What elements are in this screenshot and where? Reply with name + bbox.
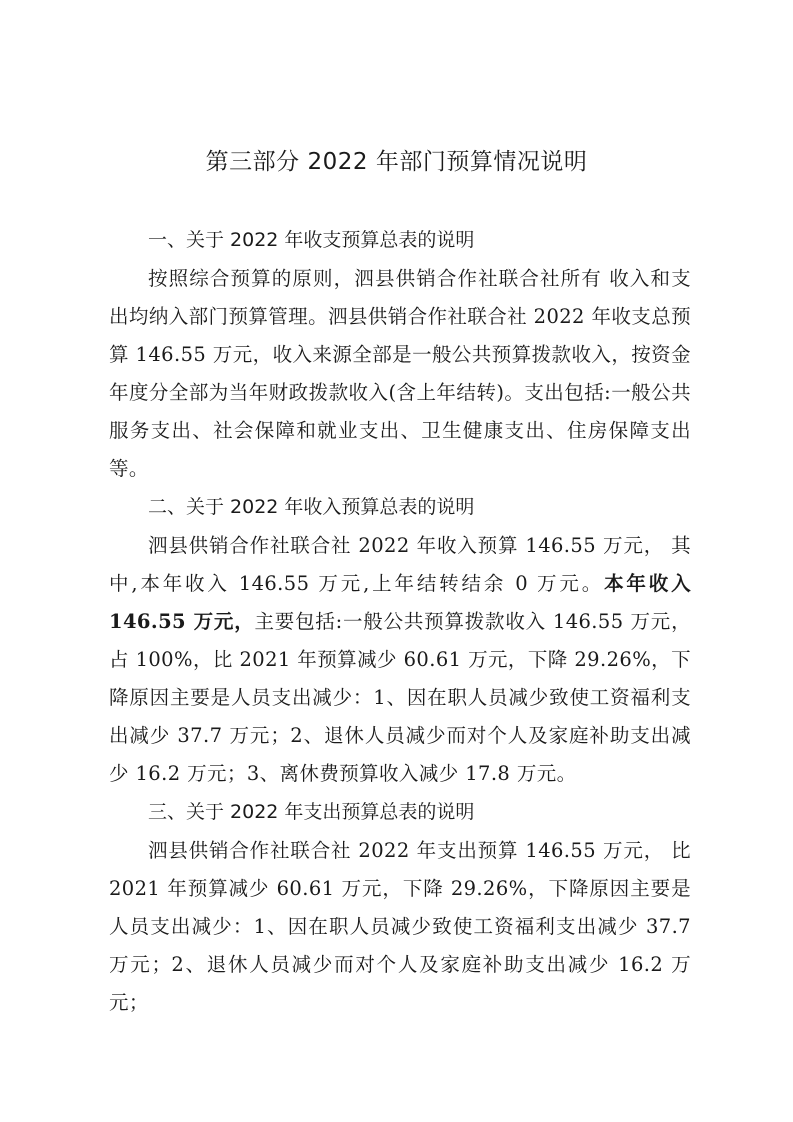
section-2-text-part2: 主要包括:一般公共预算拨款收入 146.55 万元，占 100%，比 2021 年预算减少 60.61 万元，下降 29.26%，下降原因主要是人员支出减少：1、因在职人员减少致使工资福利支出减少 37.7 万元；2、退休人员减少而对个人及家庭补助支出减少 16.2 万元；3、离休费预算收入减少 17.8 万元。 [109,610,691,785]
section-1-heading: 一、关于 2022 年收支预算总表的说明 [148,229,475,251]
section-3-paragraph: 泗县供销合作社联合社 2022 年支出预算 146.55 万元， 比 2021 年预算减少 60.61 万元，下降 29.26%，下降原因主要是人员支出减少：1、因在职人员减少致使工资福利支出减少 37.7 万元；2、退休人员减少而对个人及家庭补助支出减少 16.2 万元； [109,839,691,1014]
section-2-heading: 二、关于 2022 年收入预算总表的说明 [148,496,475,518]
page-title: 第三部分 2022 年部门预算情况说明 [205,149,588,175]
section-2-bold-text: 本年收入 146.55 万元， [109,572,691,633]
document-body [109,221,691,1022]
section-2-text-part1: 泗县供销合作社联合社 2022 年收入预算 146.55 万元， 其中,本年收入 146.55 万元,上年结转结余 0 万元。 [109,534,691,595]
section-3-heading: 三、关于 2022 年支出预算总表的说明 [148,801,475,823]
section-2-paragraph [109,527,691,793]
section-1-paragraph: 按照综合预算的原则，泗县供销合作社联合社所有 收入和支出均纳入部门预算管理。泗县供销合作社联合社 2022 年收支总预算 146.55 万元，收入来源全部是一般公共预算拨款收入，按资金年度分全部为当年财政拨款收入(含上年结转)。支出包括:一般公共服务支出、社会保障和就业支出、卫生健康支出、住房保障支出等。 [109,267,691,480]
